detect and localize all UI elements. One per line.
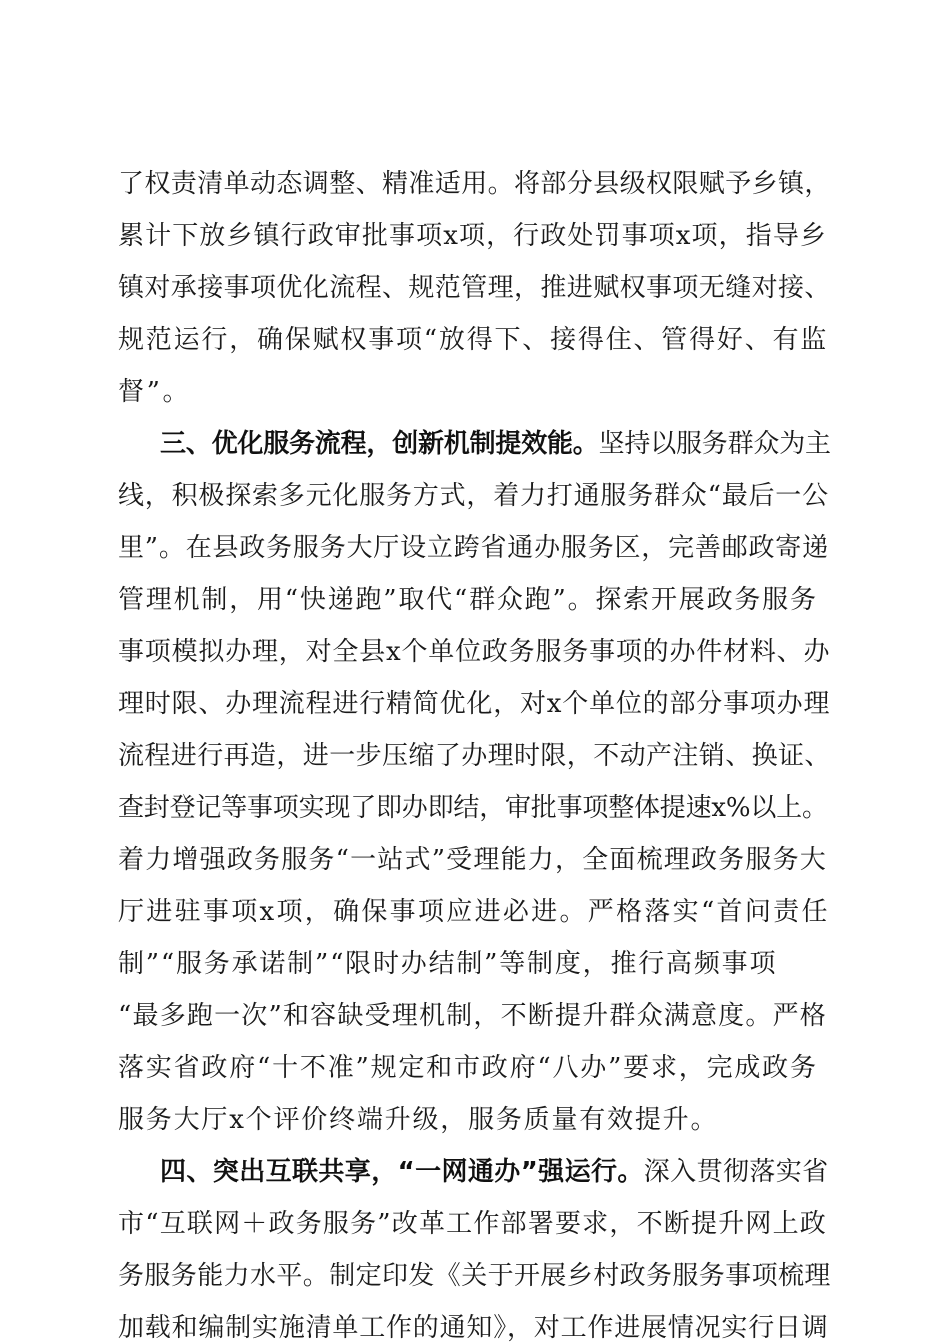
text-line-9: 管理机制，用“快递跑”取代“群众跑”。探索开展政务服务	[118, 585, 818, 615]
text-line-14: 着力增强政务服务“一站式”受理能力，全面梳理政务服务大	[118, 845, 827, 875]
text-line-23: 加载和编制实施清单工作的通知》，对工作进展情况实行日调	[118, 1313, 829, 1343]
text-line-4: 规范运行，确保赋权事项“放得下、接得住、管得好、有监	[118, 325, 829, 355]
text-line-2: 累计下放乡镇行政审批事项x项，行政处罚事项x项，指导乡	[118, 221, 828, 251]
text-line-5: 督”。	[118, 377, 192, 407]
text-line-12: 流程进行再造，进一步压缩了办理时限，不动产注销、换证、	[118, 741, 831, 771]
text-line-15: 厅进驻事项x项，确保事项应进必进。严格落实“首问责任	[118, 897, 830, 927]
text-line-8: 里”。在县政务服务大厅设立跨省通办服务区，完善邮政寄递	[118, 533, 829, 563]
section-4-lead-text: 深入贯彻落实省	[643, 1157, 829, 1187]
text-line-11: 理时限、办理流程进行精简优化，对x个单位的部分事项办理	[118, 689, 831, 719]
text-line-21: 市“互联网＋政务服务”改革工作部署要求，不断提升网上政	[118, 1209, 827, 1239]
text-line-22: 务服务能力水平。制定印发《关于开展乡村政务服务事项梳理	[118, 1261, 831, 1291]
section-4-line	[160, 1155, 829, 1189]
text-line-13: 查封登记等事项实现了即办即结，审批事项整体提速x%以上。	[118, 793, 828, 823]
section-3-line	[160, 427, 831, 461]
text-line-16: 制”“服务承诺制”“限时办结制”等制度，推行高频事项	[118, 949, 778, 979]
text-line-19: 服务大厅x个评价终端升级，服务质量有效提升。	[118, 1105, 719, 1135]
section-4-heading: 四、突出互联共享，“一网通办”强运行。	[160, 1157, 644, 1187]
text-line-1: 了权责清单动态调整、精准适用。将部分县级权限赋予乡镇，	[118, 169, 831, 199]
text-line-3: 镇对承接事项优化流程、规范管理，推进赋权事项无缝对接、	[118, 273, 831, 303]
text-line-10: 事项模拟办理，对全县x个单位政务服务事项的办件材料、办	[118, 637, 831, 667]
section-3-lead-text: 坚持以服务群众为主	[598, 429, 831, 459]
text-line-7: 线，积极探索多元化服务方式，着力打通服务群众“最后一公	[118, 481, 829, 511]
text-line-17: “最多跑一次”和容缺受理机制，不断提升群众满意度。严格	[118, 1001, 827, 1031]
text-line-18: 落实省政府“十不准”规定和市政府“八办”要求，完成政务	[118, 1053, 818, 1083]
section-3-heading: 三、优化服务流程，创新机制提效能。	[160, 429, 599, 459]
